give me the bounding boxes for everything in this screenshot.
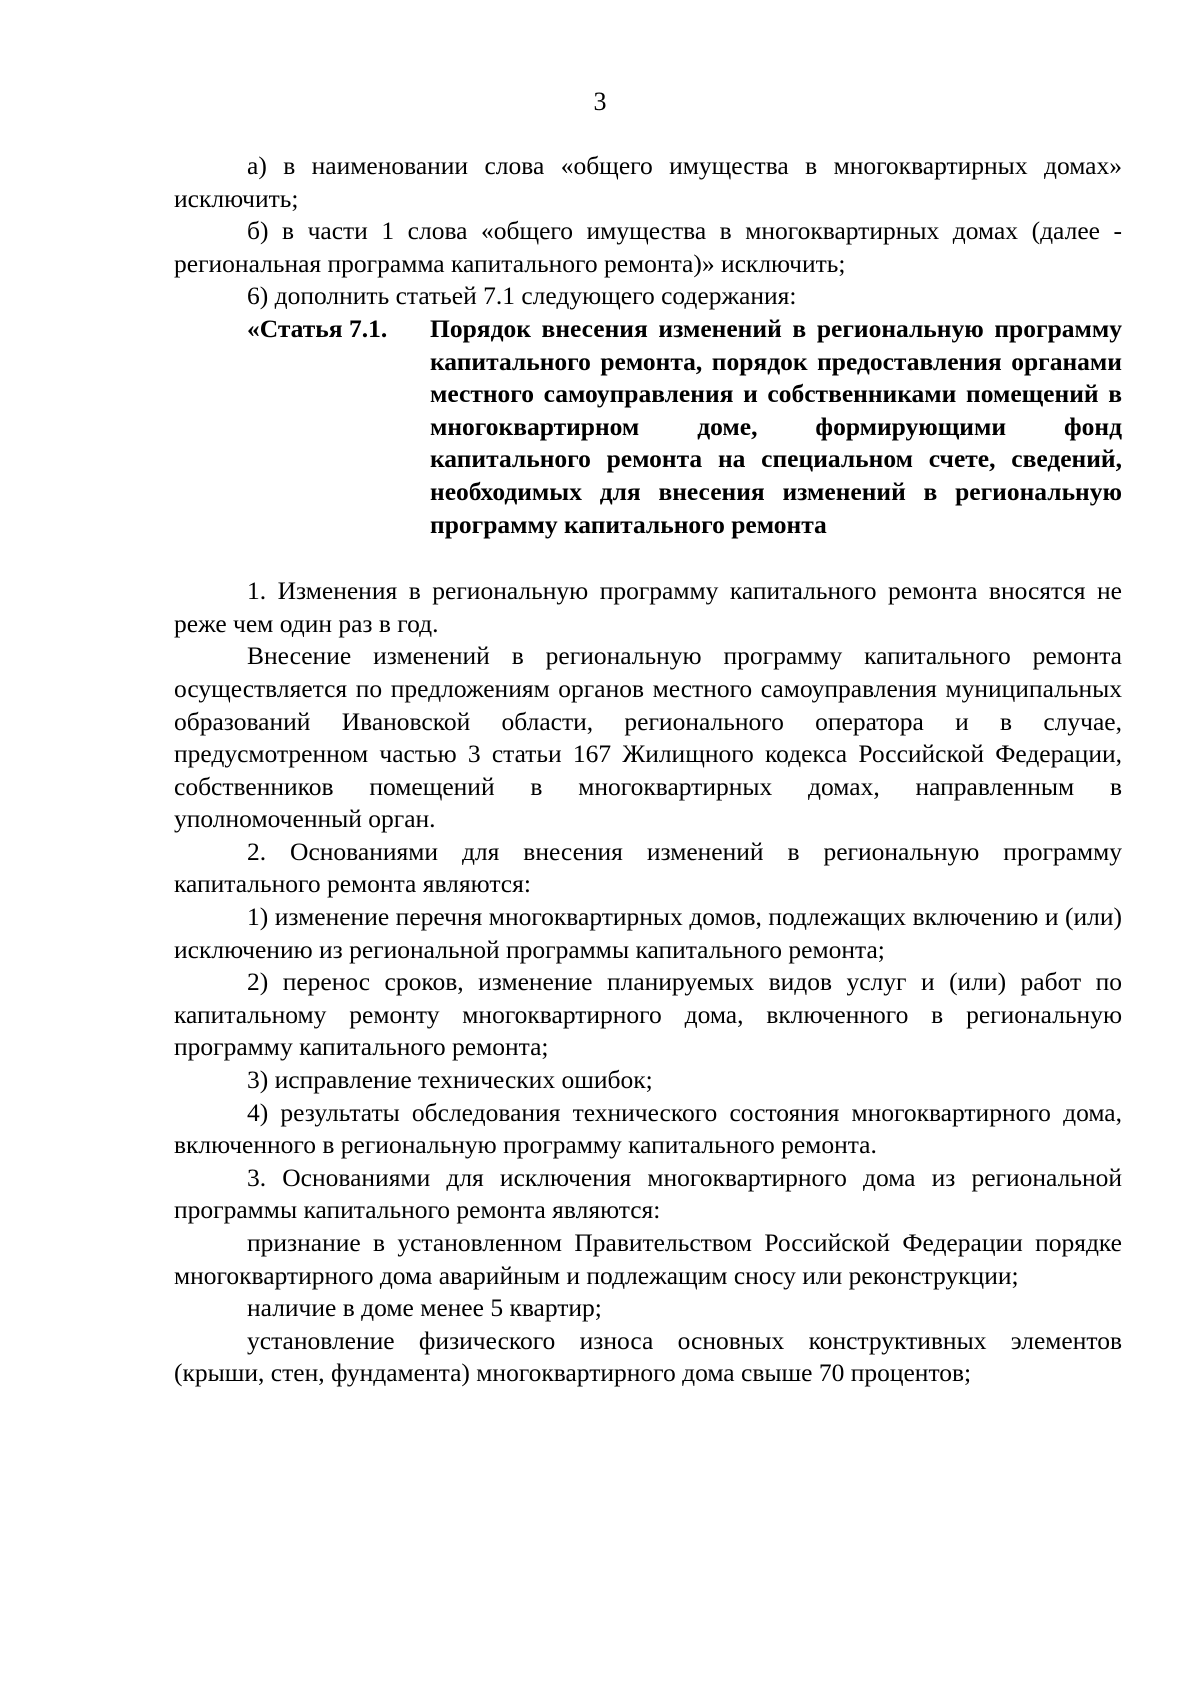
article-title: Порядок внесения изменений в региональную программу капитального ремонта, порядок предоставления органами местного самоуправления и собственниками помещений в многоквартирном доме, формирующими фонд капитального ремонта на специальном счете, сведений, необходимых для внесения изменений в региональную программу капитального ремонта xyxy=(430,313,1122,539)
paragraph-clause-1-detail: Внесение изменений в региональную программу капитального ремонта осуществляется по предложениям органов местного самоуправления муниципальных образований Ивановской области, регионального оператора и в случае, предусмотренном частью 3 статьи 167 Жилищного кодекса Российской Федерации, собственников помещений в многоквартирных домах, направленным в уполномоченный орган. xyxy=(174,641,1122,834)
paragraph-item-6: 6) дополнить статьей 7.1 следующего содержания: xyxy=(247,281,797,311)
article-number: «Статья 7.1. xyxy=(247,313,388,343)
spacer xyxy=(174,541,1122,575)
page-number: 3 xyxy=(593,87,607,116)
paragraph-clause-2-item-1: 1) изменение перечня многоквартирных домов, подлежащих включению и (или) исключению из региональной программы капитального ремонта; xyxy=(174,902,1122,964)
paragraph-clause-3-ground-1: признание в установленном Правительством Российской Федерации порядке многоквартирного дома аварийным и подлежащим сносу или реконструкции; xyxy=(174,1228,1122,1290)
paragraph-clause-3-ground-3: установление физического износа основных конструктивных элементов (крыши, стен, фундамента) многоквартирного дома свыше 70 процентов; xyxy=(174,1325,1122,1388)
paragraph-item-b: б) в части 1 слова «общего имущества в многоквартирных домах (далее - региональная программа капитального ремонта)» исключить; xyxy=(174,216,1122,278)
document-body xyxy=(174,150,1122,1390)
paragraph-clause-2-item-4: 4) результаты обследования технического состояния многоквартирного дома, включенного в региональную программу капитального ремонта. xyxy=(174,1097,1122,1160)
paragraph-clause-3-ground-2: наличие в доме менее 5 квартир; xyxy=(247,1293,602,1323)
paragraph-clause-1: 1. Изменения в региональную программу капитального ремонта вносятся не реже чем один раз в год. xyxy=(174,576,1122,638)
paragraph-clause-2-item-3: 3) исправление технических ошибок; xyxy=(247,1065,653,1095)
paragraph-item-a: а) в наименовании слова «общего имущества в многоквартирных домах» исключить; xyxy=(174,151,1122,213)
article-heading xyxy=(174,313,1122,541)
paragraph-clause-2: 2. Основаниями для внесения изменений в региональную программу капитального ремонта являются: xyxy=(174,836,1122,899)
paragraph-clause-3: 3. Основаниями для исключения многоквартирного дома из региональной программы капитального ремонта являются: xyxy=(174,1162,1122,1225)
paragraph-clause-2-item-2: 2) перенос сроков, изменение планируемых видов услуг и (или) работ по капитальному ремонту многоквартирного дома, включенного в региональную программу капитального ремонта; xyxy=(174,967,1122,1062)
